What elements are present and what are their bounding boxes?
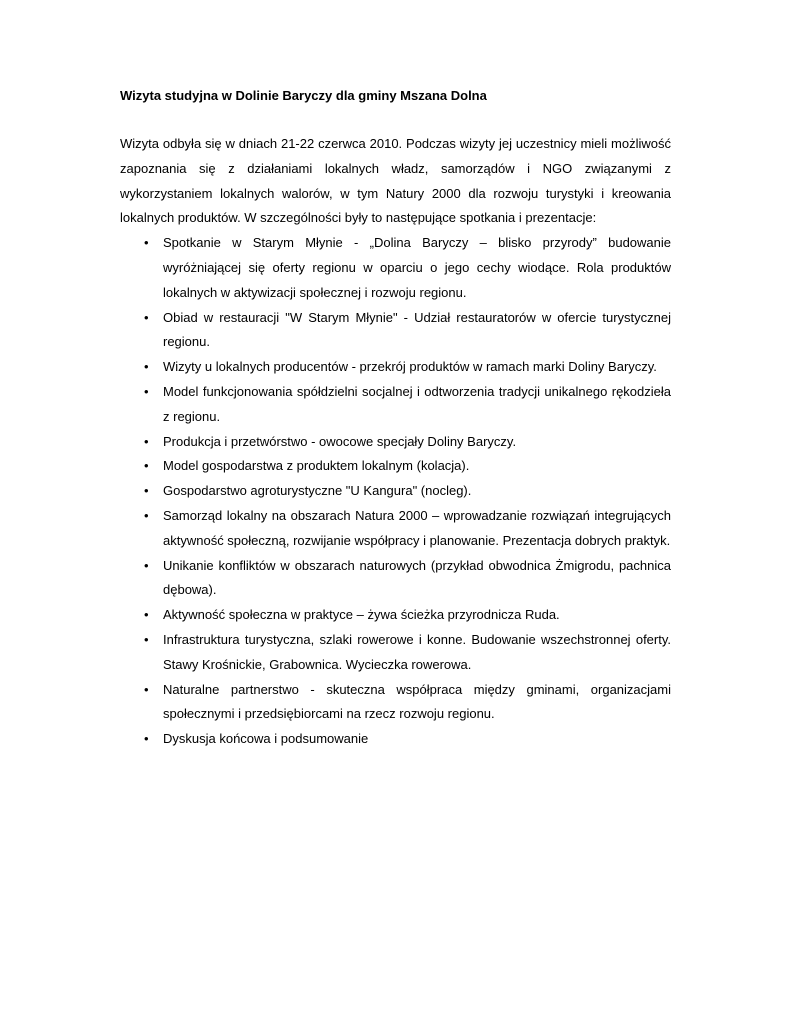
list-item-text: Spotkanie w Starym Młynie - „Dolina Baryczy – blisko przyrody” budowanie wyróżniającej się oferty regionu w oparciu o jego cechy wiodące. Rola produktów lokalnych w aktywizacji społecznej i rozwoju regionu. bbox=[163, 235, 671, 300]
bullet-icon: • bbox=[144, 309, 149, 325]
list-item-text: Gospodarstwo agroturystyczne "U Kangura" (nocleg). bbox=[163, 483, 472, 499]
bullet-icon: • bbox=[144, 631, 149, 647]
list-item-text: Produkcja i przetwórstwo - owocowe specjały Doliny Baryczy. bbox=[163, 433, 517, 449]
list-item-text: Aktywność społeczna w praktyce – żywa ścieżka przyrodnicza Ruda. bbox=[163, 607, 560, 623]
bullet-list bbox=[120, 231, 671, 752]
intro-paragraph: Wizyta odbyła się w dniach 21-22 czerwca 2010. Podczas wizyty jej uczestnicy mieli możliwość zapoznania się z działaniami lokalnych władz, samorządów i NGO związanymi z wykorzystaniem lokalnych walorów, w tym Natury 2000 dla rozwoju turystyki i kreowania lokalnych produktów. W szczególności były to następujące spotkania i prezentacje: bbox=[120, 136, 671, 226]
list-item bbox=[120, 454, 671, 479]
list-item-text: Model gospodarstwa z produktem lokalnym (kolacja). bbox=[163, 458, 470, 474]
list-item bbox=[120, 603, 671, 628]
bullet-icon: • bbox=[144, 235, 149, 251]
list-item-text: Obiad w restauracji "W Starym Młynie" - Udział restauratorów w ofercie turystycznej regionu. bbox=[163, 309, 671, 350]
list-item-text: Samorząd lokalny na obszarach Natura 2000 – wprowadzanie rozwiązań integrujących aktywność społeczną, rozwijanie współpracy i planowanie. Prezentacja dobrych praktyk. bbox=[163, 507, 671, 548]
list-item-text: Infrastruktura turystyczna, szlaki rowerowe i konne. Budowanie wszechstronnej oferty. Stawy Krośnickie, Grabownica. Wycieczka rowerowa. bbox=[163, 631, 671, 672]
bullet-icon: • bbox=[144, 359, 149, 375]
list-item-text: Dyskusja końcowa i podsumowanie bbox=[163, 731, 369, 747]
list-item bbox=[120, 306, 671, 356]
list-item bbox=[120, 231, 671, 305]
list-item bbox=[120, 554, 671, 604]
bullet-icon: • bbox=[144, 507, 149, 523]
list-item bbox=[120, 380, 671, 430]
document-page bbox=[120, 84, 671, 752]
bullet-icon: • bbox=[144, 681, 149, 697]
bullet-icon: • bbox=[144, 731, 149, 747]
bullet-icon: • bbox=[144, 607, 149, 623]
document-title: Wizyta studyjna w Dolinie Baryczy dla gminy Mszana Dolna bbox=[120, 88, 487, 103]
bullet-icon: • bbox=[144, 383, 149, 399]
list-item bbox=[120, 355, 671, 380]
list-item bbox=[120, 678, 671, 728]
list-item-text: Model funkcjonowania spółdzielni socjalnej i odtworzenia tradycji unikalnego rękodzieła z regionu. bbox=[163, 383, 671, 424]
list-item bbox=[120, 430, 671, 455]
list-item-text: Wizyty u lokalnych producentów - przekrój produktów w ramach marki Doliny Baryczy. bbox=[163, 359, 657, 375]
list-item bbox=[120, 727, 671, 752]
list-item-text: Naturalne partnerstwo - skuteczna współpraca między gminami, organizacjami społecznymi i przedsiębiorcami na rzecz rozwoju regionu. bbox=[163, 681, 671, 722]
list-item bbox=[120, 504, 671, 554]
list-item bbox=[120, 479, 671, 504]
bullet-icon: • bbox=[144, 483, 149, 499]
list-item-text: Unikanie konfliktów w obszarach naturowych (przykład obwodnica Żmigrodu, pachnica dębowa). bbox=[163, 557, 671, 598]
bullet-icon: • bbox=[144, 433, 149, 449]
bullet-icon: • bbox=[144, 557, 149, 573]
list-item bbox=[120, 628, 671, 678]
bullet-icon: • bbox=[144, 458, 149, 474]
